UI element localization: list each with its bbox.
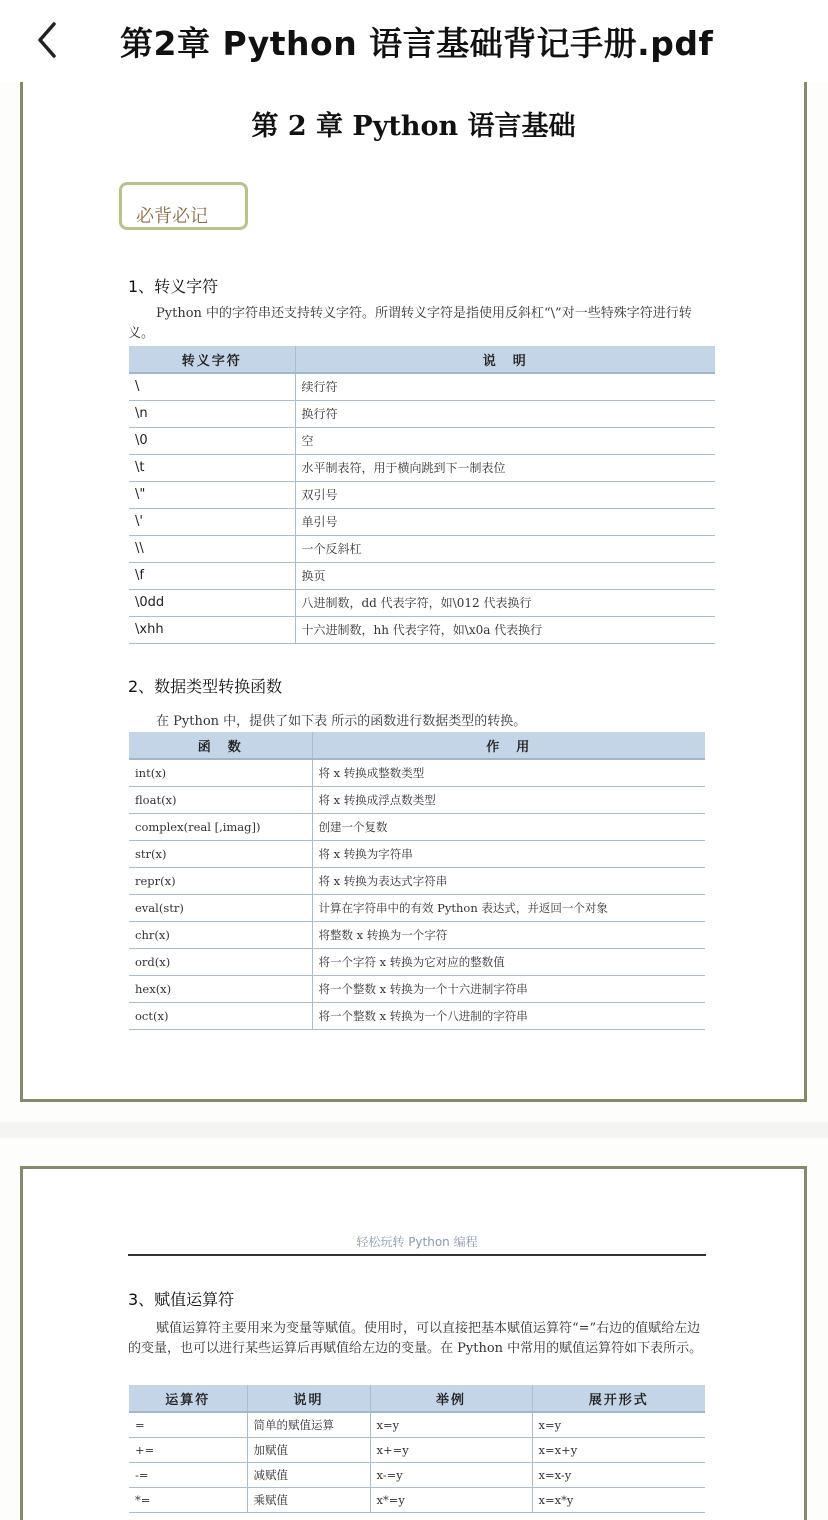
table-header: 函 数 bbox=[129, 732, 312, 759]
description-cell: 单引号 bbox=[295, 508, 715, 535]
table-header: 运算符 bbox=[129, 1385, 247, 1412]
table-row bbox=[129, 589, 715, 616]
description-cell: 一个反斜杠 bbox=[295, 535, 715, 562]
table-header: 展开形式 bbox=[532, 1385, 705, 1412]
escape-char-cell: \xhh bbox=[129, 616, 295, 643]
description-cell: 减赋值 bbox=[247, 1462, 370, 1487]
table-row bbox=[129, 1412, 705, 1437]
example-cell: x*=y bbox=[370, 1487, 532, 1512]
pdf-page-1 bbox=[20, 82, 807, 1102]
description-cell: 加赋值 bbox=[247, 1437, 370, 1462]
table-row bbox=[129, 1437, 705, 1462]
operator-cell: += bbox=[129, 1437, 247, 1462]
table-row bbox=[129, 894, 705, 921]
purpose-cell: 将整数 x 转换为一个字符 bbox=[312, 921, 705, 948]
purpose-cell: 创建一个复数 bbox=[312, 813, 705, 840]
table-header: 举例 bbox=[370, 1385, 532, 1412]
table-row bbox=[129, 1487, 705, 1512]
function-cell: complex(real [,imag]) bbox=[129, 813, 312, 840]
expanded-form-cell: x=x-y bbox=[532, 1462, 705, 1487]
table-header: 说明 bbox=[247, 1385, 370, 1412]
escape-char-cell: \n bbox=[129, 400, 295, 427]
table-row bbox=[129, 1462, 705, 1487]
expanded-form-cell: x=y bbox=[532, 1412, 705, 1437]
description-cell: 续行符 bbox=[295, 373, 715, 400]
table-row bbox=[129, 535, 715, 562]
escape-char-cell: \0 bbox=[129, 427, 295, 454]
escape-char-cell: \0dd bbox=[129, 589, 295, 616]
assignment-operators-table bbox=[129, 1385, 705, 1513]
function-cell: oct(x) bbox=[129, 1002, 312, 1029]
table-header: 转义字符 bbox=[129, 346, 295, 373]
purpose-cell: 将 x 转换为表达式字符串 bbox=[312, 867, 705, 894]
operator-cell: -= bbox=[129, 1462, 247, 1487]
must-memorize-badge bbox=[119, 182, 248, 230]
function-cell: chr(x) bbox=[129, 921, 312, 948]
table-row bbox=[129, 481, 715, 508]
escape-char-cell: \f bbox=[129, 562, 295, 589]
chapter-title: 第 2 章 Python 语言基础 bbox=[251, 111, 576, 142]
example-cell: x+=y bbox=[370, 1437, 532, 1462]
purpose-cell: 将 x 转换成浮点数类型 bbox=[312, 786, 705, 813]
escape-char-cell: \ bbox=[129, 373, 295, 400]
expanded-form-cell: x=x+y bbox=[532, 1437, 705, 1462]
function-cell: float(x) bbox=[129, 786, 312, 813]
section-heading-escape-chars: 1、转义字符 bbox=[128, 277, 219, 296]
description-cell: 换行符 bbox=[295, 400, 715, 427]
escape-char-cell: \" bbox=[129, 481, 295, 508]
top-bar bbox=[0, 0, 828, 82]
table-header: 说 明 bbox=[295, 346, 715, 373]
expanded-form-cell: x=x*y bbox=[532, 1487, 705, 1512]
back-button[interactable] bbox=[28, 18, 68, 62]
section-paragraph-type-conversion: 在 Python 中，提供了如下表 所示的函数进行数据类型的转换。 bbox=[156, 714, 527, 729]
table-row bbox=[129, 975, 705, 1002]
table-row bbox=[129, 759, 705, 786]
table-row bbox=[129, 616, 715, 643]
function-cell: str(x) bbox=[129, 840, 312, 867]
function-cell: repr(x) bbox=[129, 867, 312, 894]
purpose-cell: 将 x 转换为字符串 bbox=[312, 840, 705, 867]
type-conversion-table bbox=[129, 732, 705, 1030]
section-paragraph-assignment-ops: 赋值运算符主要用来为变量等赋值。使用时，可以直接把基本赋值运算符“=”右边的值赋给左边的变量，也可以进行某些运算后再赋值给左边的变量。在 Python 中常用的赋值运算符如下表所示。 bbox=[128, 1321, 703, 1356]
description-cell: 十六进制数，hh 代表字符，如\x0a 代表换行 bbox=[295, 616, 715, 643]
purpose-cell: 将一个字符 x 转换为它对应的整数值 bbox=[312, 948, 705, 975]
example-cell: x=y bbox=[370, 1412, 532, 1437]
description-cell: 乘赋值 bbox=[247, 1487, 370, 1512]
running-header: 轻松玩转 Python 编程 bbox=[128, 1233, 706, 1256]
description-cell: 简单的赋值运算 bbox=[247, 1412, 370, 1437]
document-title: 第2章 Python 语言基础背记手册.pdf bbox=[120, 24, 714, 63]
table-row bbox=[129, 562, 715, 589]
table-row bbox=[129, 1002, 705, 1029]
section-heading-assignment-ops: 3、赋值运算符 bbox=[128, 1290, 235, 1309]
function-cell: ord(x) bbox=[129, 948, 312, 975]
function-cell: int(x) bbox=[129, 759, 312, 786]
page-separator bbox=[0, 1122, 828, 1138]
section-heading-type-conversion: 2、数据类型转换函数 bbox=[128, 677, 283, 696]
table-header: 作 用 bbox=[312, 732, 705, 759]
escape-char-cell: \' bbox=[129, 508, 295, 535]
description-cell: 水平制表符，用于横向跳到下一制表位 bbox=[295, 454, 715, 481]
escape-char-cell: \\ bbox=[129, 535, 295, 562]
escape-chars-table bbox=[129, 346, 715, 644]
description-cell: 换页 bbox=[295, 562, 715, 589]
pdf-page-2 bbox=[20, 1166, 807, 1520]
chevron-left-icon bbox=[28, 18, 68, 62]
table-row bbox=[129, 921, 705, 948]
table-row bbox=[129, 948, 705, 975]
example-cell: x-=y bbox=[370, 1462, 532, 1487]
function-cell: eval(str) bbox=[129, 894, 312, 921]
section-paragraph-escape-chars: Python 中的字符串还支持转义字符。所谓转义字符是指使用反斜杠“\”对一些特殊字符进行转义。 bbox=[128, 306, 692, 341]
table-row bbox=[129, 373, 715, 400]
description-cell: 双引号 bbox=[295, 481, 715, 508]
description-cell: 八进制数，dd 代表字符，如\012 代表换行 bbox=[295, 589, 715, 616]
purpose-cell: 将一个整数 x 转换为一个八进制的字符串 bbox=[312, 1002, 705, 1029]
table-row bbox=[129, 400, 715, 427]
table-row bbox=[129, 840, 705, 867]
table-row bbox=[129, 813, 705, 840]
operator-cell: = bbox=[129, 1412, 247, 1437]
table-row bbox=[129, 508, 715, 535]
must-memorize-label: 必背必记 bbox=[136, 206, 208, 227]
table-row bbox=[129, 867, 705, 894]
pdf-viewer[interactable] bbox=[0, 82, 828, 1520]
description-cell: 空 bbox=[295, 427, 715, 454]
purpose-cell: 计算在字符串中的有效 Python 表达式，并返回一个对象 bbox=[312, 894, 705, 921]
function-cell: hex(x) bbox=[129, 975, 312, 1002]
escape-char-cell: \t bbox=[129, 454, 295, 481]
table-row bbox=[129, 454, 715, 481]
table-row bbox=[129, 786, 705, 813]
purpose-cell: 将 x 转换成整数类型 bbox=[312, 759, 705, 786]
table-row bbox=[129, 427, 715, 454]
operator-cell: *= bbox=[129, 1487, 247, 1512]
purpose-cell: 将一个整数 x 转换为一个十六进制字符串 bbox=[312, 975, 705, 1002]
